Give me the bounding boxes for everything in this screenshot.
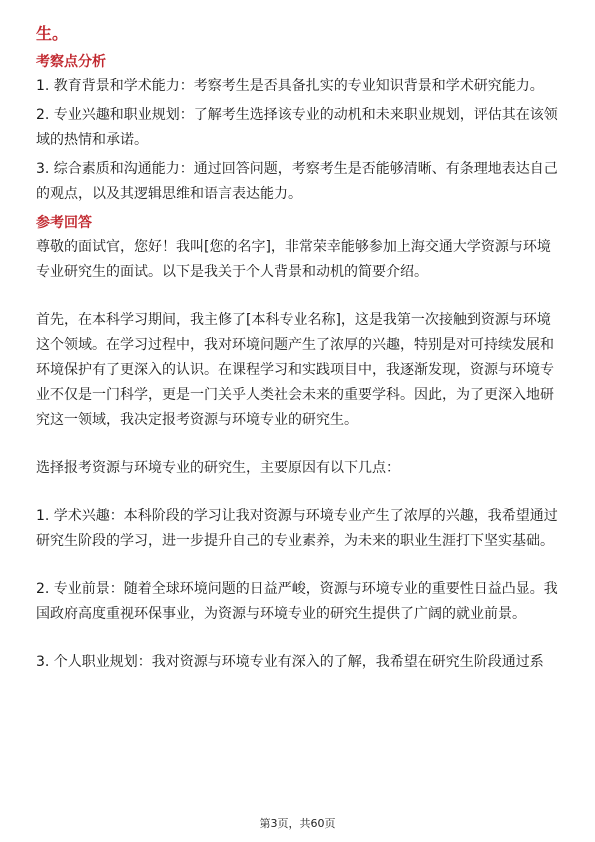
analysis-item-1: 1. 教育背景和学术能力：考察考生是否具备扎实的专业知识背景和学术研究能力。	[36, 78, 544, 94]
answer-paragraph-intro: 尊敬的面试官，您好！我叫[您的名字]，非常荣幸能够参加上海交通大学资源与环境专业研究生的面试。以下是我关于个人背景和动机的简要介绍。	[36, 239, 551, 280]
analysis-item-2: 2. 专业兴趣和职业规划：了解考生选择该专业的动机和未来职业规划，评估其在该领域的热情和承诺。	[36, 107, 558, 148]
answer-reason-3: 3. 个人职业规划：我对资源与环境专业有深入的了解，我希望在研究生阶段通过系	[36, 654, 544, 670]
continued-text-fragment: 生。	[36, 24, 69, 43]
answer-heading: 参考回答	[36, 215, 92, 231]
answer-reason-1: 1. 学术兴趣：本科阶段的学习让我对资源与环境专业产生了浓厚的兴趣，我希望通过研究生阶段的学习，进一步提升自己的专业素养，为未来的职业生涯打下坚实基础。	[36, 508, 558, 549]
page-content	[36, 22, 560, 679]
analysis-item-3: 3. 综合素质和沟通能力：通过回答问题，考察考生是否能够清晰、有条理地表达自己的观点，以及其逻辑思维和语言表达能力。	[36, 161, 558, 202]
answer-paragraph-background: 首先，在本科学习期间，我主修了[本科专业名称]，这是我第一次接触到资源与环境这个领域。在学习过程中，我对环境问题产生了浓厚的兴趣，特别是对可持续发展和环境保护有了更深入的认识。在课程学习和实践项目中，我逐渐发现，资源与环境专业不仅是一门科学，更是一门关乎人类社会未来的重要学科。因此，为了更深入地研究这一领域，我决定报考资源与环境专业的研究生。	[36, 312, 554, 428]
answer-reason-2: 2. 专业前景：随着全球环境问题的日益严峻，资源与环境专业的重要性日益凸显。我国政府高度重视环保事业，为资源与环境专业的研究生提供了广阔的就业前景。	[36, 581, 558, 622]
analysis-heading: 考察点分析	[36, 54, 106, 70]
answer-paragraph-reasons-intro: 选择报考资源与环境专业的研究生，主要原因有以下几点：	[36, 460, 400, 476]
page-number-footer: 第3页，共60页	[259, 817, 336, 830]
